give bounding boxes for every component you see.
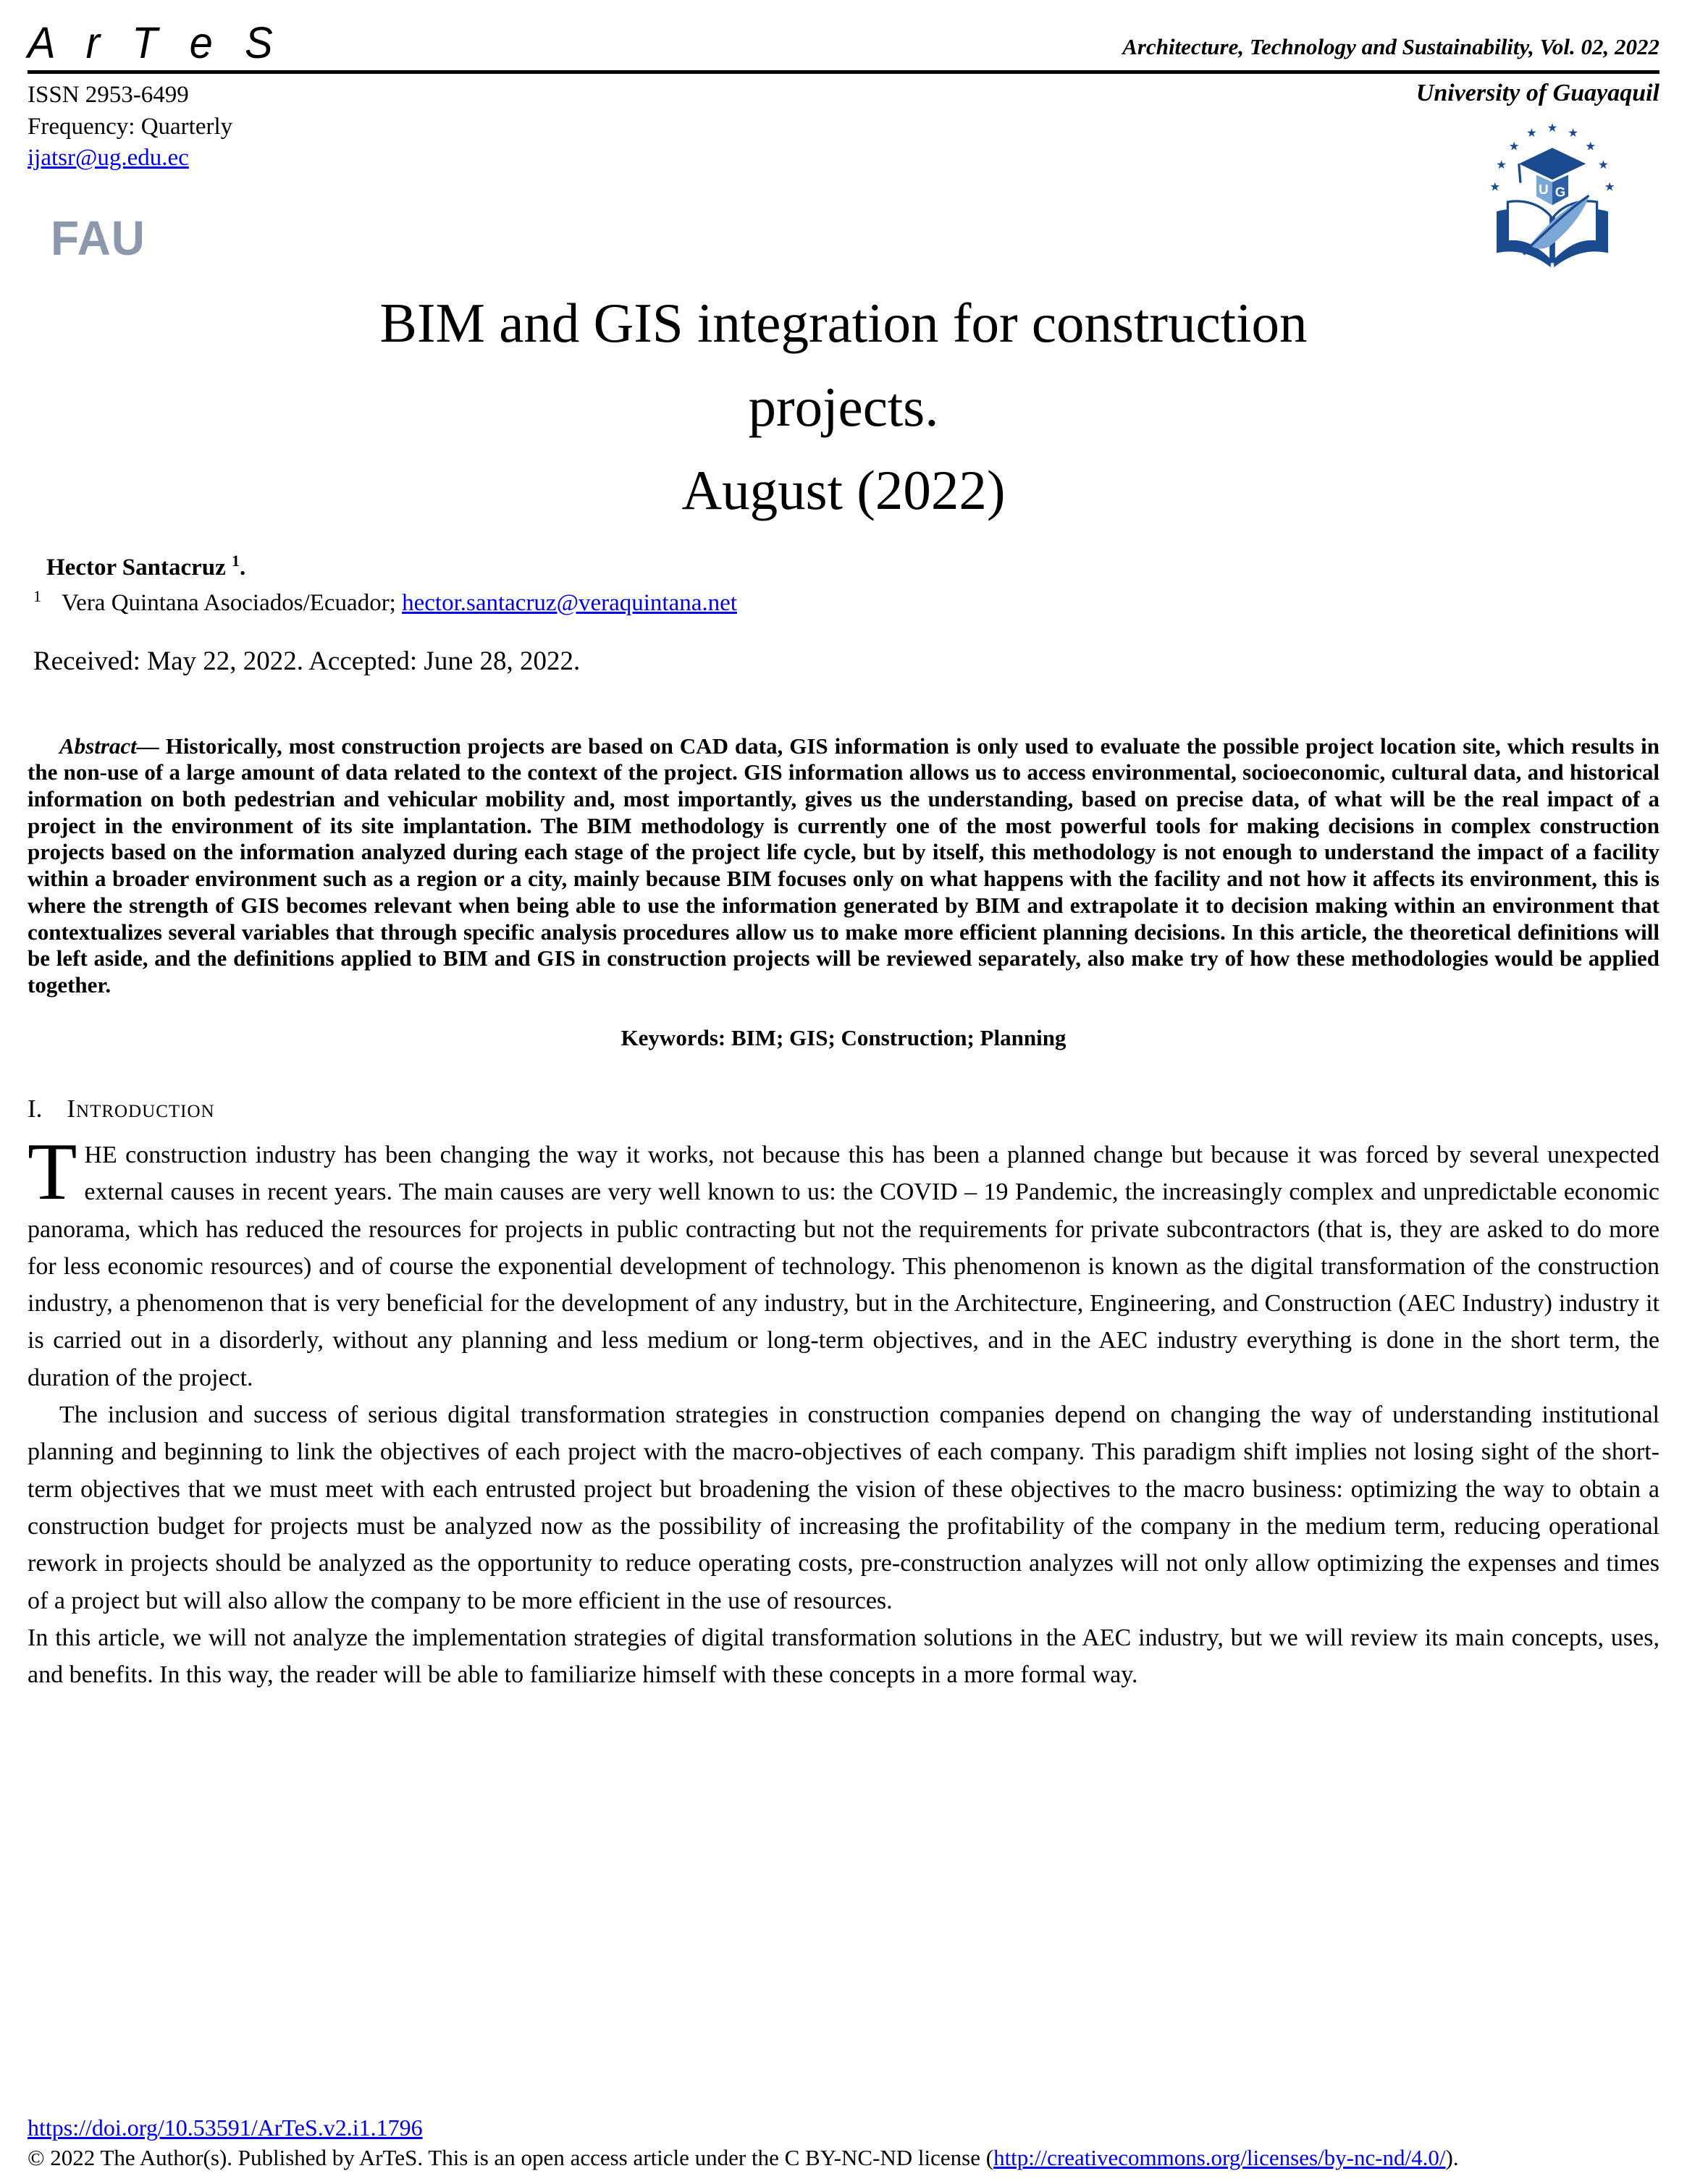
license-link[interactable]: http://creativecommons.org/licenses/by-nc-nd/4.0/ xyxy=(993,2144,1446,2170)
svg-text:★: ★ xyxy=(1547,121,1558,135)
intro-paragraph-1-text: HE construction industry has been changing the way it works, not because this has been a planned change but because it was forced by several unexpected external causes in recent years. The main causes are very well known to us: the COVID – 19 Pandemic, the increasingly complex and unpredictable economic panorama, which has reduced the resources for projects in public contracting but not the requirements for private subcontractors (that is, they are asked to do more for less economic resources) and of course the exponential development of technology. This phenomenon is known as the digital transformation of the construction industry, a phenomenon that is very beneficial for the development of any industry, but in the Architecture, Engineering, and Construction (AEC Industry) industry it is carried out in a disorderly, without any planning and less medium or long-term objectives, and in the AEC industry everything is done in the short term, the duration of the project. xyxy=(28,1141,1659,1391)
intro-paragraph-3: In this article, we will not analyze the implementation strategies of digital transformation solutions in the AEC industry, but we will review its main concepts, uses, and benefits. In this way, the reader will be able to familiarize himself with these concepts in a more formal way. xyxy=(28,1624,1659,1689)
author-block xyxy=(28,552,1659,677)
article-title xyxy=(0,282,1687,533)
svg-text:★: ★ xyxy=(1598,157,1609,172)
journal-meta xyxy=(28,80,232,277)
author-footnote-marker: 1 xyxy=(232,551,240,570)
copyright-line: © 2022 The Author(s). Published by ArTeS. This is an open access article under the C BY-NC-ND license (http://creativecommons.org/licenses/by-nc-nd/4.0/). xyxy=(28,2144,1459,2170)
journal-frequency: Frequency: Quarterly xyxy=(28,113,233,140)
faculty-logo-text: FAU xyxy=(51,210,146,266)
svg-text:★: ★ xyxy=(1496,157,1507,172)
svg-text:★: ★ xyxy=(1568,125,1578,140)
received-accepted-dates: Received: May 22, 2022. Accepted: June 28, 2022. xyxy=(33,646,581,676)
article-title-line1: BIM and GIS integration for construction xyxy=(379,292,1308,354)
university-name: University of Guayaquil xyxy=(1415,80,1659,106)
svg-text:★: ★ xyxy=(1526,125,1537,140)
intro-paragraph-1 xyxy=(28,1126,1659,1396)
affiliation xyxy=(28,587,1659,617)
svg-text:G: G xyxy=(1555,184,1566,200)
drop-cap: T xyxy=(28,1126,77,1217)
keywords: Keywords: BIM; GIS; Construction; Planning xyxy=(620,1024,1067,1050)
abstract xyxy=(28,733,1659,999)
author-name: Hector Santacruz $^1$. xyxy=(46,551,246,581)
intro-paragraph-2: The inclusion and success of serious digital transformation strategies in construction companies depend on changing the way of understanding institutional planning and beginning to link the objectives of each project with the macro-objectives of each company. This paradigm shift implies not losing sight of the short-term objectives that we must meet with each entrusted project but broadening the vision of these objectives to the macro business: optimizing the way to obtain a construction budget for projects must be analyzed now as the possibility of increasing the profitability of the company in the medium term, reducing operational rework in projects should be analyzed as the opportunity to reduce operating costs, pre-construction analyzes will not only allow optimizing the expenses and times of a project but will also allow the company to be more efficient in the use of resources. xyxy=(28,1401,1659,1614)
section-heading-introduction xyxy=(28,1095,1659,1123)
affiliation-text: Vera Quintana Asociados/Ecuador; xyxy=(62,589,403,616)
abstract-label: Abstract— xyxy=(59,733,159,759)
svg-text:★: ★ xyxy=(1489,180,1501,194)
header-columns xyxy=(0,74,1687,277)
affiliation-marker: 1 xyxy=(33,586,41,605)
footer xyxy=(28,2113,1659,2172)
journal-issn: ISSN 2953-6499 xyxy=(28,82,189,108)
author-email-link[interactable]: hector.santacruz@veraquintana.net xyxy=(402,589,737,616)
doi-link[interactable]: https://doi.org/10.53591/ArTeS.v2.i1.1796 xyxy=(28,2115,423,2141)
copyright-text: © 2022 The Author(s). Published by ArTeS. This is an open access article under the C BY-NC-ND license ( xyxy=(28,2144,994,2170)
svg-text:U: U xyxy=(1539,182,1549,197)
svg-text:★: ★ xyxy=(1585,139,1596,153)
svg-text:★: ★ xyxy=(1604,180,1615,194)
section-number: I. xyxy=(28,1094,43,1123)
svg-text:★: ★ xyxy=(1508,139,1520,153)
university-logo-icon xyxy=(1480,114,1625,274)
section-title: Introduction xyxy=(67,1094,215,1123)
article-title-line2: projects. xyxy=(748,375,939,438)
abstract-text: Historically, most construction projects are based on CAD data, GIS information is only used to evaluate the possible project location site, which results in the non-use of a large amount of data related to the context of the project. GIS information allows us to access environmental, socioeconomic, cultural data, and historical information on both pedestrian and vehicular mobility and, most importantly, gives us the understanding, based on precise data, of what will be the real impact of a project in the environment of its site implantation. The BIM methodology is currently one of the most powerful tools for making decisions in complex construction projects based on the information analyzed during each stage of the project life cycle, but by itself, this methodology is not enough to understand the impact of a facility within a broader environment such as a region or a city, mainly because BIM focuses only on what happens with the facility and not how it affects its environment, this is where the strength of GIS becomes relevant when being able to use the information generated by BIM and extrapolate it to decision making within an environment that contextualizes several variables that through specific analysis procedures allow us to make more efficient planning decisions. In this article, the theoretical definitions will be left aside, and the definitions applied to BIM and GIS in construction projects will be reviewed separately, also make try of how these methodologies would be applied together. xyxy=(28,733,1659,998)
university-block xyxy=(1416,80,1659,277)
journal-email-link[interactable]: ijatsr@ug.edu.ec xyxy=(28,145,189,172)
article-title-line3: August (2022) xyxy=(681,459,1006,521)
header xyxy=(0,0,1687,70)
journal-issue-info: Architecture, Technology and Sustainability, Vol. 02, 2022 xyxy=(1122,34,1659,59)
journal-logo-text: A r T e S xyxy=(28,18,283,68)
